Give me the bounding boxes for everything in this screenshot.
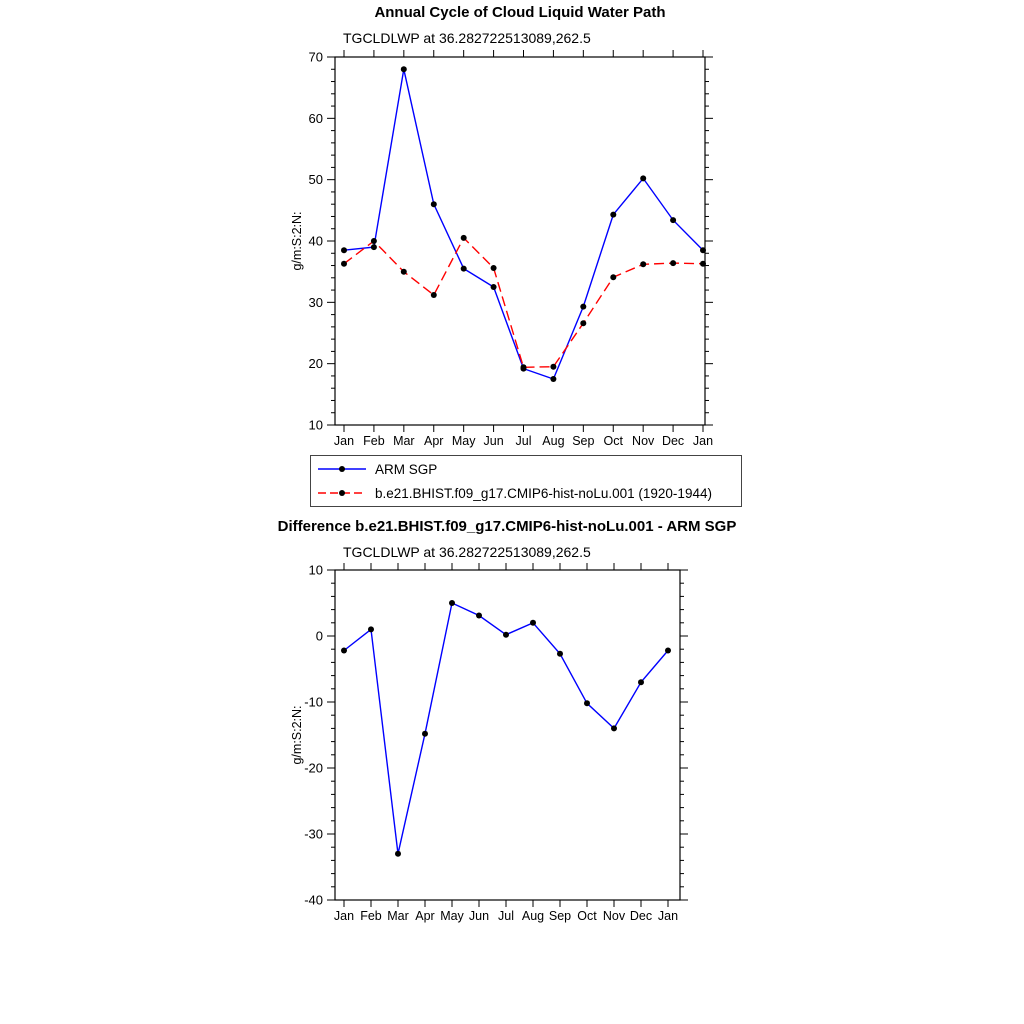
legend-label-arm-sgp: ARM SGP: [375, 461, 438, 477]
data-point-marker: [476, 613, 482, 619]
top-chart-subtitle: TGCLDLWP at 36.282722513089,262.5: [343, 30, 591, 46]
y-tick-label: 0: [315, 628, 323, 644]
legend-line-sample-icon: [316, 486, 368, 500]
y-tick-label: 10: [308, 562, 323, 578]
x-tick-label: Aug: [542, 434, 565, 448]
series-line: [344, 603, 668, 854]
bottom-chart-title: Difference b.e21.BHIST.f09_g17.CMIP6-hist-noLu.001 - ARM SGP: [277, 518, 737, 535]
x-tick-label: Jun: [468, 909, 490, 923]
x-tick-label: Apr: [415, 909, 435, 923]
x-tick-label: Apr: [424, 434, 444, 448]
x-tick-label: Oct: [577, 909, 597, 923]
data-point-marker: [700, 247, 706, 253]
y-tick-labels: [304, 563, 323, 908]
x-tick-label: Nov: [602, 909, 626, 923]
data-point-marker: [422, 731, 428, 737]
legend-item-model: [316, 482, 736, 504]
x-tick-label: Jun: [483, 434, 504, 448]
x-tick-label: Mar: [393, 434, 415, 448]
y-tick-label: 70: [308, 49, 323, 65]
data-point-marker: [341, 247, 347, 253]
x-tick-label: Oct: [603, 434, 623, 448]
data-point-marker: [610, 274, 616, 280]
legend-line-sample-icon: [316, 462, 368, 476]
x-tick-label: Jul: [498, 909, 514, 923]
x-tick-label: Aug: [521, 909, 545, 923]
x-tick-label: Dec: [661, 434, 685, 448]
y-tick-label: 60: [308, 110, 323, 126]
x-tick-label: May: [440, 909, 464, 923]
data-point-marker: [431, 292, 437, 298]
data-point-marker: [341, 648, 347, 654]
x-tick-label: Nov: [632, 434, 655, 448]
bottom-chart-y-axis-label: g/m:S:2:N:: [290, 705, 304, 765]
y-tick-label: -30: [304, 826, 323, 842]
x-tick-label: Jul: [515, 434, 532, 448]
x-tick-label: Jan: [657, 909, 679, 923]
data-point-marker: [395, 851, 401, 857]
top-chart-title: Annual Cycle of Cloud Liquid Water Path: [374, 4, 666, 21]
top-chart-y-axis-label: g/m:S:2:N:: [290, 211, 304, 271]
data-point-marker: [530, 620, 536, 626]
data-point-marker: [491, 265, 497, 271]
x-tick-label: Sep: [572, 434, 595, 448]
series-line: [344, 69, 703, 379]
x-tick-label: Sep: [548, 909, 572, 923]
y-tick-label: -40: [304, 892, 323, 908]
bottom-chart-plot: [0, 540, 1024, 940]
plot-frame: [335, 57, 705, 425]
data-point-marker: [557, 651, 563, 657]
data-point-marker: [550, 376, 556, 382]
x-tick-labels: [334, 434, 713, 448]
data-point-marker: [401, 66, 407, 72]
data-point-marker: [503, 632, 509, 638]
data-point-marker: [611, 725, 617, 731]
data-point-marker: [665, 648, 671, 654]
y-tick-labels: [309, 50, 323, 433]
x-tick-label: Feb: [363, 434, 385, 448]
bottom-chart-subtitle: TGCLDLWP at 36.282722513089,262.5: [343, 544, 591, 560]
y-tick-label: -20: [304, 760, 323, 776]
data-point-marker: [580, 320, 586, 326]
x-tick-label: Jan: [692, 434, 714, 448]
x-tick-label: Dec: [629, 909, 653, 923]
legend: [310, 455, 742, 507]
data-point-marker: [584, 700, 590, 706]
plot-frame: [335, 570, 680, 900]
y-tick-label: -10: [304, 694, 323, 710]
data-point-marker: [461, 235, 467, 241]
data-point-marker: [431, 201, 437, 207]
legend-label-model: b.e21.BHIST.f09_g17.CMIP6-hist-noLu.001 (1920-1944): [375, 485, 712, 501]
data-point-marker: [610, 212, 616, 218]
x-tick-label: Mar: [387, 909, 409, 923]
data-point-marker: [670, 260, 676, 266]
data-point-marker: [670, 217, 676, 223]
y-tick-label: 10: [308, 417, 323, 433]
data-point-marker: [368, 626, 374, 632]
data-point-marker: [550, 364, 556, 370]
data-point-marker: [640, 175, 646, 181]
data-point-marker: [580, 304, 586, 310]
x-tick-label: Jan: [333, 909, 355, 923]
x-tick-label: Jan: [333, 434, 355, 448]
x-tick-label: Feb: [360, 909, 382, 923]
series-line: [344, 238, 703, 367]
y-tick-label: 40: [308, 233, 323, 249]
data-point-marker: [401, 269, 407, 275]
data-point-marker: [491, 284, 497, 290]
data-point-marker: [521, 364, 527, 370]
data-point-marker: [700, 261, 706, 267]
axes: [327, 50, 713, 432]
data-point-marker: [371, 238, 377, 244]
data-point-marker: [461, 266, 467, 272]
data-point-marker: [371, 244, 377, 250]
y-tick-label: 30: [308, 294, 323, 310]
x-tick-labels: [334, 909, 678, 923]
data-point-marker: [449, 600, 455, 606]
y-tick-label: 50: [308, 172, 323, 188]
x-tick-label: May: [451, 434, 476, 448]
data-point-marker: [341, 261, 347, 267]
y-tick-label: 20: [308, 356, 323, 372]
data-point-marker: [638, 679, 644, 685]
legend-item-arm-sgp: [316, 458, 736, 480]
data-point-marker: [640, 261, 646, 267]
axes: [327, 563, 688, 907]
